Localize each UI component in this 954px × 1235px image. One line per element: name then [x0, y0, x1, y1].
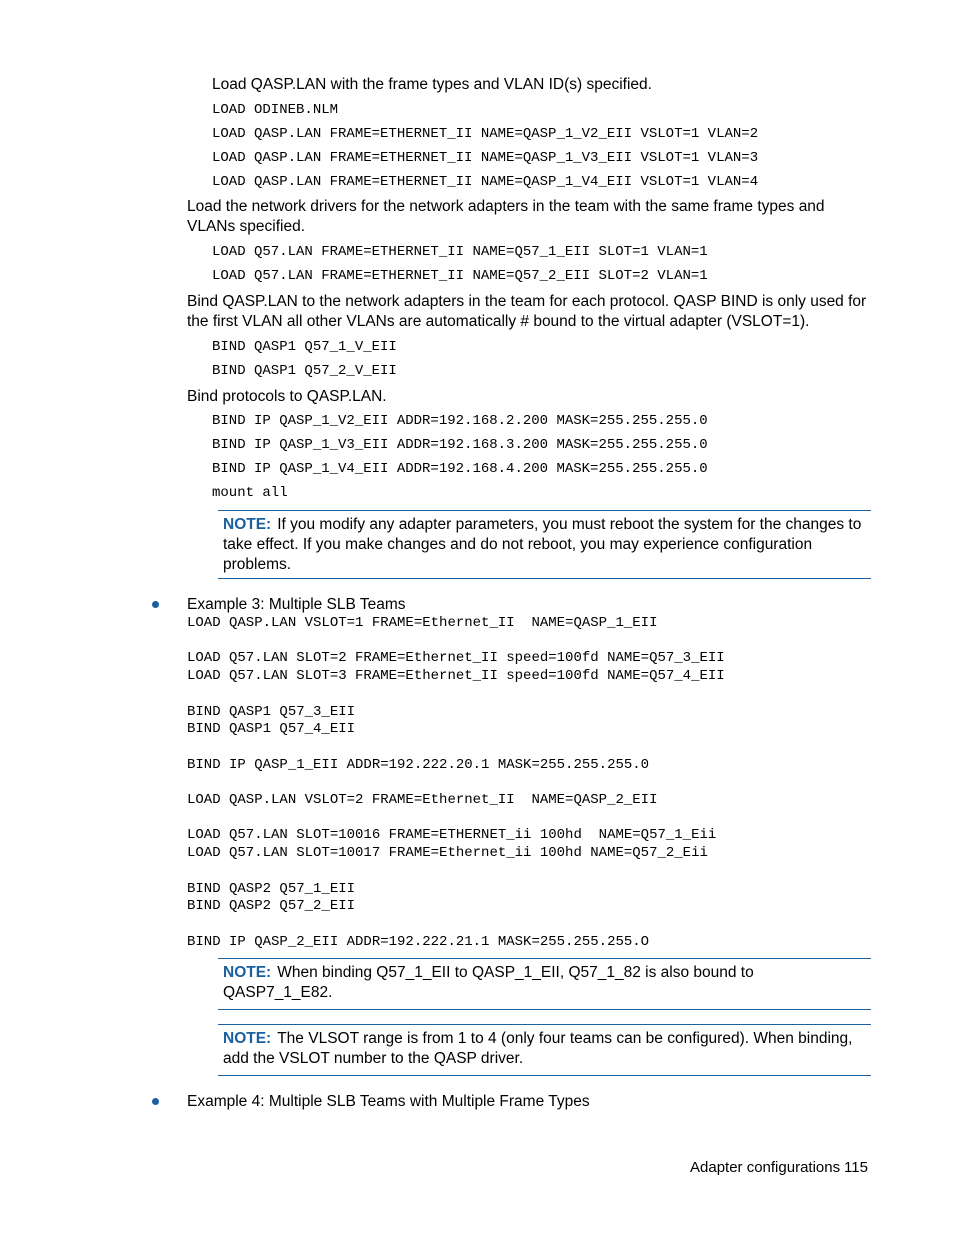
bullet-icon — [152, 601, 159, 608]
note-body: If you modify any adapter parameters, you must reboot the system for the changes to take effect. If you make changes and do not reboot, you may experience configuration problems. — [223, 516, 862, 573]
bullet-icon — [152, 1098, 159, 1105]
code-line: BIND IP QASP_1_V4_EII ADDR=192.168.4.200 MASK=255.255.255.0 — [212, 461, 708, 477]
example-4-title: Example 4: Multiple SLB Teams with Multiple Frame Types — [187, 1093, 590, 1110]
code-line: LOAD Q57.LAN FRAME=ETHERNET_II NAME=Q57_2_EII SLOT=2 VLAN=1 — [212, 268, 708, 284]
code-line: BIND QASP1 Q57_1_V_EII — [212, 339, 397, 355]
note-label: NOTE: — [223, 516, 272, 533]
code-line: mount all — [212, 485, 288, 501]
paragraph-bind-qasp: Bind QASP.LAN to the network adapters in the team for each protocol. QASP BIND is only used for the first VLAN all other VLANs are automatically # bound to the virtual adapter (VSLOT=1). — [187, 293, 867, 330]
note-text — [223, 515, 863, 575]
code-line: LOAD Q57.LAN FRAME=ETHERNET_II NAME=Q57_1_EII SLOT=1 VLAN=1 — [212, 244, 708, 260]
code-line: BIND QASP1 Q57_2_V_EII — [212, 363, 397, 379]
paragraph-bind-protocols: Bind protocols to QASP.LAN. — [187, 388, 387, 405]
code-line: LOAD QASP.LAN FRAME=ETHERNET_II NAME=QASP_1_V2_EII VSLOT=1 VLAN=2 — [212, 126, 759, 142]
code-line: LOAD ODINEB.NLM — [212, 102, 339, 118]
code-line: LOAD QASP.LAN FRAME=ETHERNET_II NAME=QASP_1_V3_EII VSLOT=1 VLAN=3 — [212, 150, 759, 166]
paragraph-network-drivers: Load the network drivers for the network adapters in the team with the same frame types and VLANs specified. — [187, 198, 825, 235]
note-text — [223, 1029, 863, 1069]
note-body: When binding Q57_1_EII to QASP_1_EII, Q57_1_82 is also bound to QASP7_1_E82. — [223, 964, 754, 1001]
code-line: BIND IP QASP_1_V3_EII ADDR=192.168.3.200 MASK=255.255.255.0 — [212, 437, 708, 453]
note-box — [218, 1024, 871, 1076]
example-3-code: LOAD QASP.LAN VSLOT=1 FRAME=Ethernet_II NAME=QASP_1_EII LOAD Q57.LAN SLOT=2 FRAME=Ethernet_II speed=100fd NAME=Q57_3_EII LOAD Q57.LAN SLOT=3 FRAME=Ethernet_II speed=100fd NAME=Q57_4_EII BIND QASP1 Q57_3_EII BIND QASP1 Q57_4_EII BIND IP QASP_1_EII ADDR=192.222.20.1 MASK=255.255.255.0 LOAD QASP.LAN VSLOT=2 FRAME=Ethernet_II NAME=QASP_2_EII LOAD Q57.LAN SLOT=10016 FRAME=ETHERNET_ii 100hd NAME=Q57_1_Eii LOAD Q57.LAN SLOT=10017 FRAME=Ethernet_ii 100hd NAME=Q57_2_Eii BIND QASP2 Q57_1_EII BIND QASP2 Q57_2_EII BIND IP QASP_2_EII ADDR=192.222.21.1 MASK=255.255.255.O — [187, 615, 725, 950]
note-label: NOTE: — [223, 1030, 272, 1047]
example-3-title: Example 3: Multiple SLB Teams — [187, 596, 406, 613]
page-number: 115 — [844, 1159, 868, 1176]
code-line: LOAD QASP.LAN FRAME=ETHERNET_II NAME=QASP_1_V4_EII VSLOT=1 VLAN=4 — [212, 174, 759, 190]
note-box — [218, 958, 871, 1010]
code-line: BIND IP QASP_1_V2_EII ADDR=192.168.2.200 MASK=255.255.255.0 — [212, 413, 708, 429]
note-body: The VLSOT range is from 1 to 4 (only four teams can be configured). When binding, add the VSLOT number to the QASP driver. — [223, 1030, 853, 1067]
note-box — [218, 510, 871, 579]
note-text — [223, 963, 863, 1003]
note-label: NOTE: — [223, 964, 272, 981]
footer-section: Adapter configurations — [690, 1159, 841, 1176]
intro-line: Load QASP.LAN with the frame types and VLAN ID(s) specified. — [212, 76, 652, 93]
